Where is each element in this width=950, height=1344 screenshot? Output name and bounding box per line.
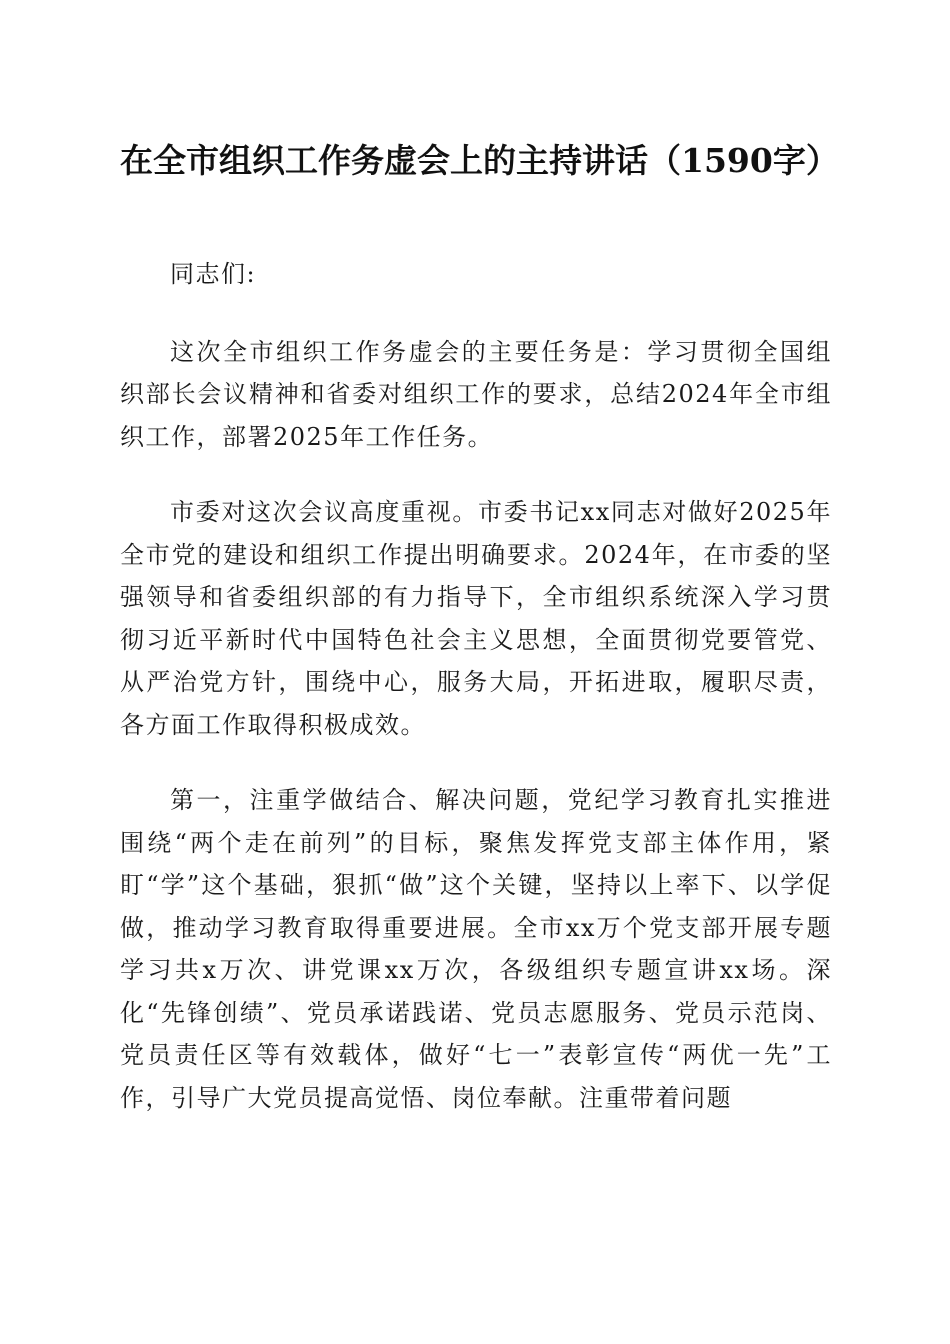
- page-title: 在全市组织工作务虚会上的主持讲话（1590字）: [120, 141, 839, 180]
- greeting: 同志们:: [170, 260, 257, 288]
- document-body: [120, 253, 832, 1119]
- paragraph-1: 这次全市组织工作务虚会的主要任务是：学习贯彻全国组织部长会议精神和省委对组织工作的要求，总结2024年全市组织工作，部署2025年工作任务。: [120, 337, 832, 451]
- paragraph-2: 市委对这次会议高度重视。市委书记xx同志对做好2025年全市党的建设和组织工作提出明确要求。2024年，在市委的坚强领导和省委组织部的有力指导下，全市组织系统深入学习贯彻习近平新时代中国特色社会主义思想，全面贯彻党要管党、从严治党方针，围绕中心，服务大局，开拓进取，履职尽责，各方面工作取得积极成效。: [120, 498, 832, 739]
- paragraph-3: 第一，注重学做结合、解决问题，党纪学习教育扎实推进围绕“两个走在前列”的目标，聚焦发挥党支部主体作用，紧盯“学”这个基础，狠抓“做”这个关键，坚持以上率下、以学促做，推动学习教育取得重要进展。全市xx万个党支部开展专题学习共x万次、讲党课xx万次，各级组织专题宣讲xx场。深化“先锋创绩”、党员承诺践诺、党员志愿服务、党员示范岗、党员责任区等有效载体，做好“七一”表彰宣传“两优一先”工作，引导广大党员提高觉悟、岗位奉献。注重带着问题: [120, 786, 832, 1112]
